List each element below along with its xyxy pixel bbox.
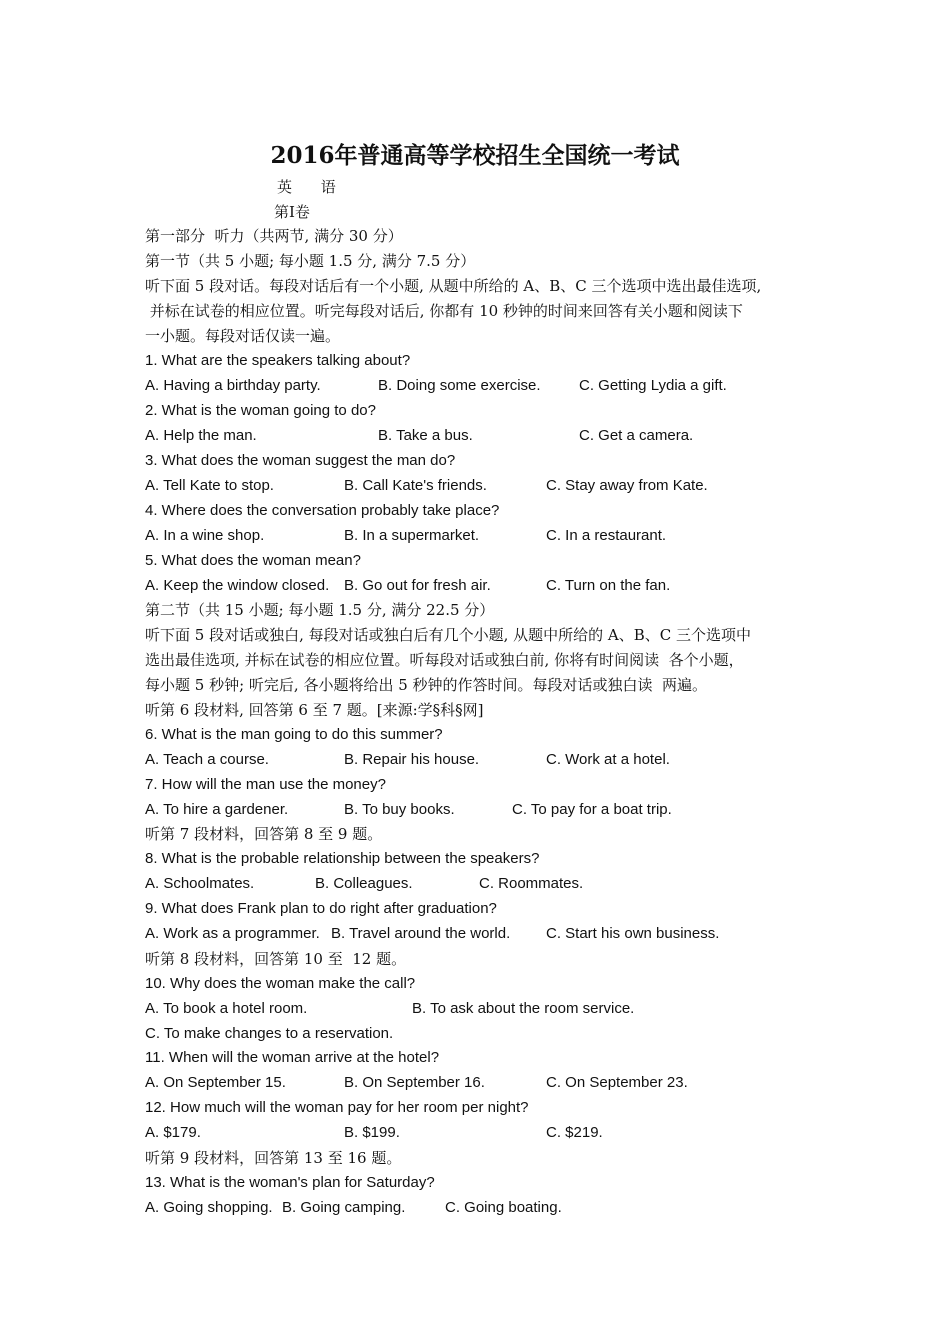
- option-a: A. In a wine shop.: [145, 527, 265, 544]
- option-b: B. To ask about the room service.: [412, 1000, 635, 1017]
- option-b: B. Call Kate's friends.: [344, 477, 487, 494]
- option-a: A. Tell Kate to stop.: [145, 477, 274, 494]
- option-c: C. In a restaurant.: [546, 527, 667, 544]
- option-c: C. Getting Lydia a gift.: [579, 377, 727, 394]
- option-c: C. To make changes to a reservation.: [145, 1025, 394, 1042]
- option-b: B. Go out for fresh air.: [344, 577, 491, 594]
- instruction-line: 选出最佳选项, 并标在试卷的相应位置。听每段对话或独白前, 你将有时间阅读 各个小题，: [145, 651, 744, 669]
- option-c: C. Going boating.: [445, 1199, 562, 1216]
- instruction-line: 一小题。每段对话仅读一遍。: [145, 327, 341, 345]
- question-text: 1. What are the speakers talking about?: [145, 352, 411, 369]
- option-a: A. Help the man.: [145, 427, 257, 444]
- instruction-line: 每小题 5 秒钟; 听完后, 各小题将给出 5 秒钟的作答时间。每段对话或独白读 两遍。: [145, 676, 708, 694]
- subject-heading: 英 语: [277, 178, 348, 196]
- material-heading: 听第 8 段材料，回答第 10 至 12 题。: [145, 950, 407, 968]
- option-b: B. Colleagues.: [315, 875, 413, 892]
- question-text: 4. Where does the conversation probably take place?: [145, 502, 500, 519]
- option-a: A. $179.: [145, 1124, 201, 1141]
- question-text: 5. What does the woman mean?: [145, 552, 361, 569]
- section-heading: 第一节（共 5 小题; 每小题 1.5 分, 满分 7.5 分）: [145, 252, 476, 270]
- option-b: B. Going camping.: [282, 1199, 406, 1216]
- instruction-line: 听下面 5 段对话或独白, 每段对话或独白后有几个小题, 从题中所给的 A、B、C 三个选项中: [145, 626, 752, 644]
- option-b: B. To buy books.: [344, 801, 455, 818]
- instruction-line: 听下面 5 段对话。每段对话后有一个小题, 从题中所给的 A、B、C 三个选项中选出最佳选项,: [145, 277, 762, 295]
- option-b: B. Take a bus.: [378, 427, 473, 444]
- option-a: A. To hire a gardener.: [145, 801, 289, 818]
- section-heading: 第二节（共 15 小题; 每小题 1.5 分, 满分 22.5 分）: [145, 601, 495, 619]
- option-b: B. Travel around the world.: [331, 925, 511, 942]
- part-heading: 第一部分 听力（共两节, 满分 30 分）: [145, 227, 403, 245]
- option-a: A. Going shopping.: [145, 1199, 273, 1216]
- option-c: C. Get a camera.: [579, 427, 694, 444]
- option-c: C. $219.: [546, 1124, 603, 1141]
- option-c: C. To pay for a boat trip.: [512, 801, 672, 818]
- option-a: A. On September 15.: [145, 1074, 286, 1091]
- option-c: C. Start his own business.: [546, 925, 720, 942]
- option-a: A. Schoolmates.: [145, 875, 255, 892]
- instruction-line: 并标在试卷的相应位置。听完每段对话后, 你都有 10 秒钟的时间来回答有关小题和阅读下: [145, 302, 743, 320]
- question-text: 9. What does Frank plan to do right after graduation?: [145, 900, 497, 917]
- option-b: B. In a supermarket.: [344, 527, 480, 544]
- material-heading: 听第 7 段材料，回答第 8 至 9 题。: [145, 825, 383, 843]
- option-a: A. To book a hotel room.: [145, 1000, 308, 1017]
- volume-heading: 第Ⅰ卷: [274, 203, 310, 221]
- option-b: B. Repair his house.: [344, 751, 480, 768]
- option-b: B. On September 16.: [344, 1074, 485, 1091]
- option-b: B. $199.: [344, 1124, 400, 1141]
- material-heading: 听第 6 段材料, 回答第 6 至 7 题。[来源:学§科§网]: [145, 701, 484, 719]
- question-text: 6. What is the man going to do this summer?: [145, 726, 443, 743]
- question-text: 7. How will the man use the money?: [145, 776, 386, 793]
- question-text: 10. Why does the woman make the call?: [145, 975, 416, 992]
- option-a: A. Having a birthday party.: [145, 377, 321, 394]
- question-text: 2. What is the woman going to do?: [145, 402, 376, 419]
- question-text: 11. When will the woman arrive at the hotel?: [145, 1049, 440, 1066]
- question-text: 12. How much will the woman pay for her room per night?: [145, 1099, 529, 1116]
- option-c: C. Turn on the fan.: [546, 577, 671, 594]
- option-a: A. Teach a course.: [145, 751, 269, 768]
- page-title: 2016年普通高等学校招生全国统一考试: [270, 142, 680, 169]
- option-a: A. Keep the window closed.: [145, 577, 330, 594]
- question-text: 8. What is the probable relationship between the speakers?: [145, 850, 540, 867]
- question-text: 3. What does the woman suggest the man do?: [145, 452, 456, 469]
- option-c: C. On September 23.: [546, 1074, 688, 1091]
- option-c: C. Stay away from Kate.: [546, 477, 708, 494]
- option-c: C. Roommates.: [479, 875, 584, 892]
- question-text: 13. What is the woman's plan for Saturday?: [145, 1174, 435, 1191]
- material-heading: 听第 9 段材料，回答第 13 至 16 题。: [145, 1149, 402, 1167]
- option-a: A. Work as a programmer.: [145, 925, 320, 942]
- option-c: C. Work at a hotel.: [546, 751, 670, 768]
- option-b: B. Doing some exercise.: [378, 377, 541, 394]
